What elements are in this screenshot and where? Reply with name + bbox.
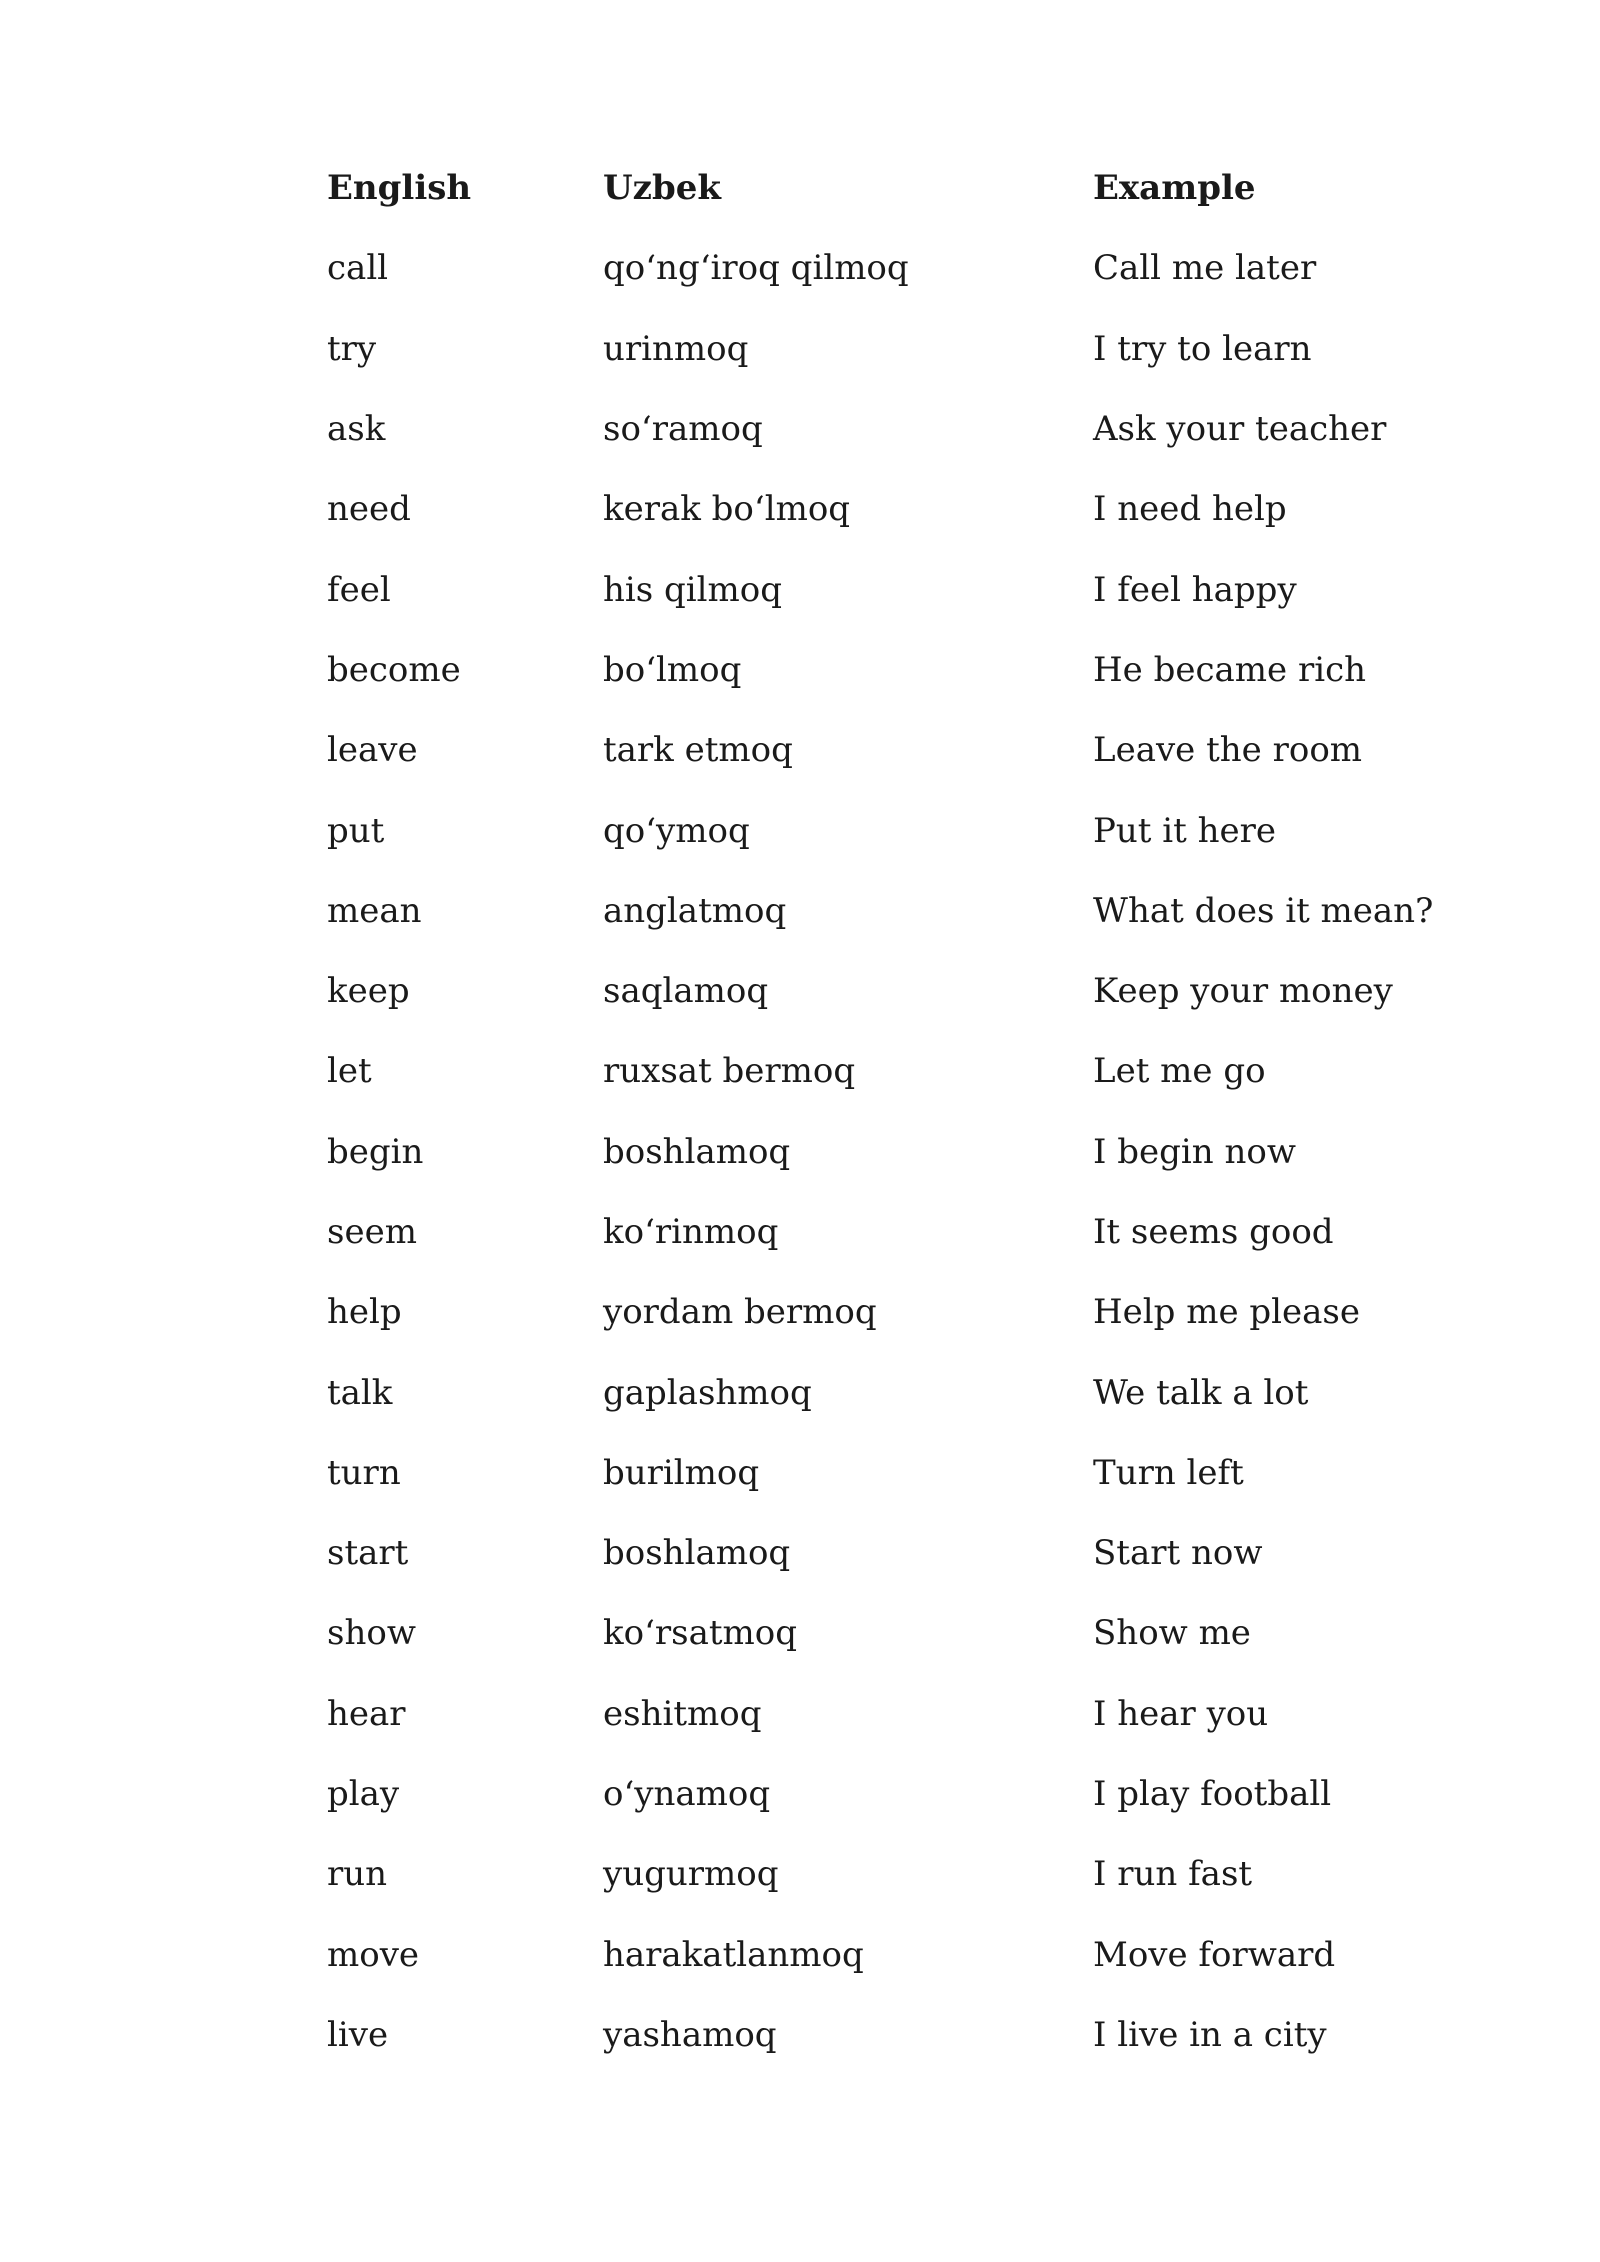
uzbek-word: qo‘ng‘iroq qilmoq [603, 248, 909, 289]
example-sentence: I feel happy [1093, 569, 1297, 610]
uzbek-word: ko‘rsatmoq [603, 1613, 797, 1654]
example-sentence: It seems good [1093, 1212, 1334, 1252]
english-word: talk [327, 1372, 393, 1413]
example-sentence: Keep your money [1093, 971, 1393, 1012]
table-row [327, 309, 1493, 389]
uzbek-word: anglatmoq [603, 890, 787, 931]
english-word: feel [327, 569, 391, 610]
table-row [327, 1754, 1493, 1834]
uzbek-word: eshitmoq [603, 1693, 762, 1734]
table-row [327, 549, 1493, 629]
uzbek-word: qo‘ymoq [603, 810, 750, 851]
example-sentence: I begin now [1093, 1131, 1296, 1172]
table-row [327, 1674, 1493, 1754]
english-word: leave [327, 730, 418, 771]
table-row [327, 1834, 1493, 1914]
english-word: mean [327, 890, 422, 931]
uzbek-word: yugurmoq [603, 1854, 779, 1895]
uzbek-word: gaplashmoq [603, 1372, 812, 1413]
header-uzbek: Uzbek [603, 168, 721, 209]
table-row [327, 1272, 1493, 1352]
example-sentence: What does it mean? [1093, 890, 1434, 931]
table-row [327, 1352, 1493, 1432]
table-row [327, 228, 1493, 308]
example-sentence: We talk a lot [1093, 1372, 1309, 1413]
example-sentence: I run fast [1093, 1854, 1253, 1895]
english-word: play [327, 1774, 400, 1815]
example-sentence: Show me [1093, 1613, 1251, 1654]
english-word: begin [327, 1131, 424, 1172]
example-sentence: Ask your teacher [1093, 409, 1387, 450]
english-word: turn [327, 1452, 401, 1493]
english-word: need [327, 489, 411, 530]
table-row [327, 871, 1493, 951]
example-sentence: Move forward [1093, 1934, 1336, 1975]
english-word: seem [327, 1212, 417, 1252]
example-sentence: Start now [1093, 1533, 1263, 1574]
table-row [327, 389, 1493, 469]
uzbek-word: urinmoq [603, 328, 749, 369]
uzbek-word: kerak bo‘lmoq [603, 489, 851, 530]
example-sentence: I need help [1093, 489, 1287, 530]
table-row [327, 1112, 1493, 1192]
example-sentence: I hear you [1093, 1693, 1269, 1734]
uzbek-word: ko‘rinmoq [603, 1212, 779, 1252]
example-sentence: I play football [1093, 1774, 1332, 1815]
uzbek-word: ruxsat bermoq [603, 1051, 856, 1092]
english-word: show [327, 1613, 416, 1654]
uzbek-word: bo‘lmoq [603, 649, 742, 690]
uzbek-word: o‘ynamoq [603, 1774, 771, 1815]
example-sentence: Help me please [1093, 1292, 1360, 1333]
table-row [327, 630, 1493, 710]
english-word: try [327, 328, 377, 369]
uzbek-word: harakatlanmoq [603, 1934, 864, 1975]
table-row [327, 1513, 1493, 1593]
table-row [327, 1433, 1493, 1513]
example-sentence: He became rich [1093, 649, 1367, 690]
table-header-row [327, 148, 1493, 228]
example-sentence: Turn left [1093, 1452, 1244, 1493]
table-row [327, 469, 1493, 549]
table-row [327, 951, 1493, 1031]
uzbek-word: boshlamoq [603, 1131, 791, 1172]
example-sentence: Put it here [1093, 810, 1276, 851]
uzbek-word: so‘ramoq [603, 409, 763, 450]
english-word: put [327, 810, 385, 851]
english-word: run [327, 1854, 388, 1895]
uzbek-word: saqlamoq [603, 971, 769, 1012]
uzbek-word: yashamoq [603, 2014, 777, 2055]
table-row [327, 1995, 1493, 2075]
example-sentence: I live in a city [1093, 2014, 1327, 2055]
uzbek-word: yordam bermoq [603, 1292, 877, 1333]
table-row [327, 790, 1493, 870]
english-word: call [327, 248, 389, 289]
example-sentence: Let me go [1093, 1051, 1266, 1092]
english-word: start [327, 1533, 409, 1574]
uzbek-word: his qilmoq [603, 569, 783, 610]
english-word: help [327, 1292, 402, 1333]
example-sentence: Call me later [1093, 248, 1317, 289]
english-word: keep [327, 971, 410, 1012]
uzbek-word: tark etmoq [603, 730, 793, 771]
vocabulary-table [327, 148, 1493, 2075]
uzbek-word: burilmoq [603, 1452, 760, 1493]
english-word: live [327, 2014, 389, 2055]
header-example: Example [1093, 168, 1256, 209]
table-row [327, 1192, 1493, 1272]
table-row [327, 1593, 1493, 1673]
table-body [327, 228, 1493, 2075]
example-sentence: I try to learn [1093, 328, 1312, 369]
english-word: hear [327, 1693, 406, 1734]
english-word: let [327, 1051, 372, 1092]
table-row [327, 1031, 1493, 1111]
example-sentence: Leave the room [1093, 730, 1363, 771]
header-english: English [327, 168, 472, 209]
english-word: move [327, 1934, 420, 1975]
english-word: become [327, 649, 461, 690]
table-row [327, 710, 1493, 790]
table-row [327, 1915, 1493, 1995]
english-word: ask [327, 409, 386, 450]
uzbek-word: boshlamoq [603, 1533, 791, 1574]
